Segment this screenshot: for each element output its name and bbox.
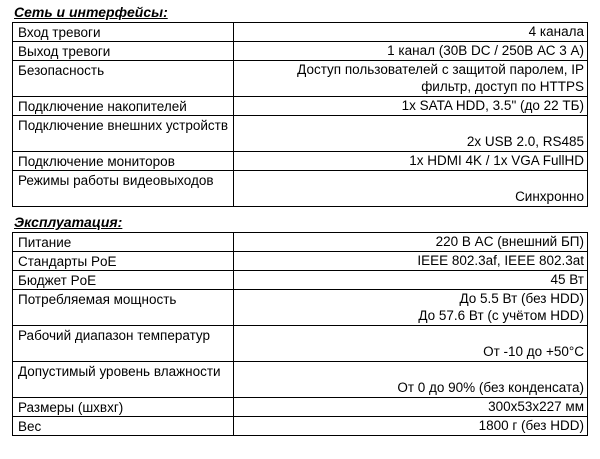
spec-label: Размеры (шхвхг) [13,398,234,417]
table-row [13,290,588,326]
table-row [13,152,588,171]
spec-label: Питание [13,233,234,252]
spec-label: Подключение внешних устройств [13,116,234,152]
spec-value [234,152,588,171]
spec-value [234,398,588,417]
spec-label: Подключение мониторов [13,152,234,171]
section-heading: Сеть и интерфейсы: [14,4,168,20]
spec-value [234,252,588,271]
section-heading: Эксплуатация: [14,214,123,230]
spec-value [234,61,588,97]
spec-value [234,42,588,61]
spec-label: Безопасность [13,61,234,97]
spec-section-0 [12,5,587,207]
spec-value [234,23,588,42]
spec-label: Вес [13,417,234,436]
spec-value [234,417,588,436]
table-row [13,417,588,436]
spec-value-line: 45 Вт [550,272,584,287]
table-row [13,252,588,271]
spec-value-line: 300x53x227 мм [488,399,584,414]
spec-value-line: 2x USB 2.0, RS485 [466,134,584,149]
spec-label: Подключение накопителей [13,97,234,116]
spec-label: Допустимый уровень влажности [13,362,234,398]
spec-value-line: 1 канал (30В DC / 250В АС 3 А) [387,43,584,58]
spec-value-line: До 57.6 Вт (с учётом HDD) [418,308,584,323]
spec-value-line: 1x HDMI 4K / 1x VGA FullHD [409,153,584,168]
spec-table [12,232,588,436]
spec-value-line: От 0 до 90% (без конденсата) [397,380,584,395]
spec-label: Вход тревоги [13,23,234,42]
spec-value [234,233,588,252]
table-row [13,23,588,42]
spec-value-line: 220 В AC (внешний БП) [435,234,584,249]
spec-value [234,362,588,398]
spec-value [234,97,588,116]
spec-label: Рабочий диапазон температур [13,326,234,362]
spec-value [234,290,588,326]
spec-value-line: Доступ пользователей с защитой паролем, IP [297,62,584,77]
spec-value-line: Синхронно [515,189,584,204]
table-row [13,171,588,207]
spec-value [234,271,588,290]
spec-table [12,22,588,207]
spec-value [234,171,588,207]
spec-label: Выход тревоги [13,42,234,61]
spec-label: Бюджет PoE [13,271,234,290]
spec-value-line: 1800 г (без HDD) [478,418,584,433]
table-row [13,116,588,152]
spec-value-line: фильтр, доступ по HTTPS [421,79,584,94]
table-row [13,61,588,97]
table-row [13,398,588,417]
table-row [13,326,588,362]
spec-section-1 [12,215,587,436]
spec-value-line: От -10 до +50°C [483,344,584,359]
spec-label: Потребляемая мощность [13,290,234,326]
table-row [13,233,588,252]
spec-value-line: 4 канала [528,24,584,39]
spec-value [234,116,588,152]
spec-label: Стандарты PoE [13,252,234,271]
table-row [13,97,588,116]
spec-value-line: 1x SATA HDD, 3.5" (до 22 ТБ) [401,98,584,113]
table-row [13,362,588,398]
spec-value [234,326,588,362]
spec-value-line: До 5.5 Вт (без HDD) [459,291,584,306]
spec-label: Режимы работы видеовыходов [13,171,234,207]
spec-value-line: IEEE 802.3af, IEEE 802.3at [417,253,584,268]
table-row [13,42,588,61]
table-row [13,271,588,290]
